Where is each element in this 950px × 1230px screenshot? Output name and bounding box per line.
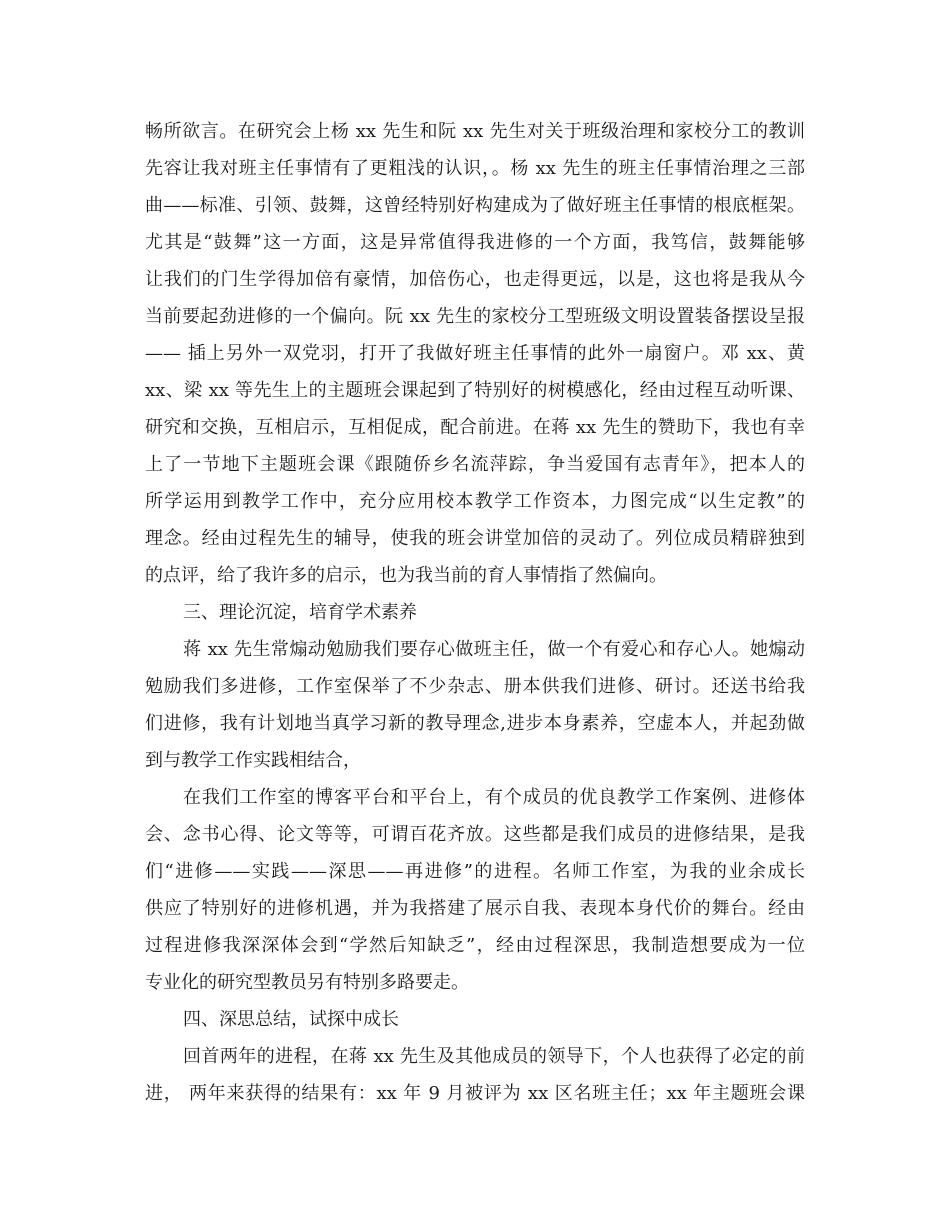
text-line: 尤其是“鼓舞”这一方面，这是异常值得我进修的一个方面，我笃信，鼓舞能够	[145, 232, 805, 253]
text-line: 理念。经由过程先生的辅导，使我的班会讲堂加倍的灵动了。列位成员精辟独到	[145, 528, 805, 549]
text-line: 勉励我们多进修，工作室保举了不少杂志、册本供我们进修、研讨。还送书给我	[145, 676, 805, 697]
section-heading: 三、理论沉淀，培育学术素养	[183, 602, 417, 623]
text-line: 当前要起劲进修的一个偏向。阮 xx 先生的家校分工型班级文明设置装备摆设呈报	[145, 306, 805, 327]
text-line: 让我们的门生学得加倍有豪情，加倍伤心，也走得更远，以是，这也将是我从今	[145, 269, 805, 290]
text-line: 供应了特别好的进修机遇，并为我搭建了展示自我、表现本身代价的舞台。经由	[145, 898, 805, 919]
text-line: 们“进修——实践——深思——再进修”的进程。名师工作室，为我的业余成长	[145, 861, 805, 882]
text-line: 回首两年的进程，在蒋 xx 先生及其他成员的领导下，个人也获得了必定的前	[183, 1046, 805, 1067]
text-line: 畅所欲言。在研究会上杨 xx 先生和阮 xx 先生对关于班级治理和家校分工的教训	[145, 121, 805, 142]
text-line: 专业化的研究型教员另有特别多路要走。	[145, 972, 469, 993]
section-heading: 四、深思总结，试探中成长	[183, 1009, 399, 1030]
text-line: 所学运用到教学工作中，充分应用校本教学工作资本，力图完成“以生定教”的	[145, 491, 805, 512]
text-line: —— 插上另外一双党羽，打开了我做好班主任事情的此外一扇窗户。邓 xx、黄	[145, 343, 805, 364]
text-line: 在我们工作室的博客平台和平台上，有个成员的优良教学工作案例、进修体	[183, 787, 805, 808]
text-line: 先容让我对班主任事情有了更粗浅的认识，。杨 xx 先生的班主任事情治理之三部	[145, 158, 805, 179]
text-line: 过程进修我深深体会到“学然后知缺乏”，经由过程深思，我制造想要成为一位	[145, 935, 805, 956]
text-line: 的点评，给了我许多的启示，也为我当前的育人事情指了然偏向。	[145, 565, 667, 586]
text-line: 蒋 xx 先生常煽动勉励我们要存心做班主任，做一个有爱心和存心人。她煽动	[183, 639, 805, 660]
document-body	[145, 113, 805, 1112]
text-line: 曲——标准、引领、鼓舞，这曾经特别好构建成为了做好班主任事情的根底框架。	[145, 195, 805, 216]
text-line: 进， 两年来获得的结果有：xx 年 9 月被评为 xx 区名班主任；xx 年主题班会课	[145, 1083, 805, 1104]
text-line: 会、念书心得、论文等等，可谓百花齐放。这些都是我们成员的进修结果，是我	[145, 824, 805, 845]
text-line: xx、梁 xx 等先生上的主题班会课起到了特别好的树模感化，经由过程互动听课、	[145, 380, 805, 401]
text-line: 到与教学工作实践相结合，	[145, 750, 361, 771]
text-line: 上了一节地下主题班会课《跟随侨乡名流萍踪，争当爱国有志青年》，把本人的	[145, 454, 805, 475]
text-line: 研究和交换，互相启示，互相促成，配合前进。在蒋 xx 先生的赞助下，我也有幸	[145, 417, 805, 438]
text-line: 们进修，我有计划地当真学习新的教导理念,进步本身素养，空虚本人，并起劲做	[145, 713, 805, 734]
